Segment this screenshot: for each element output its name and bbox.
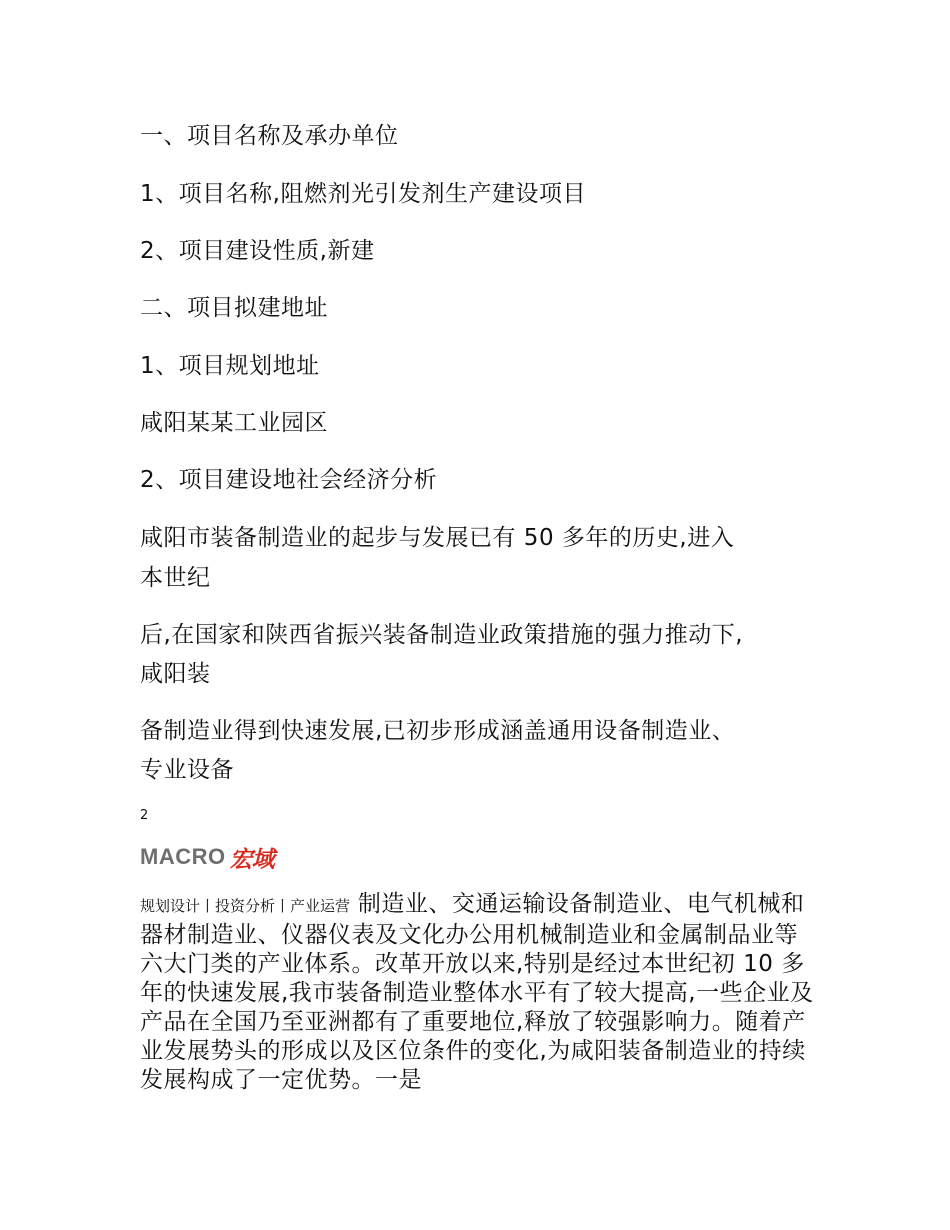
logo-tagline: 规划设计丨投资分析丨产业运营 — [140, 897, 351, 915]
body-line: 备制造业得到快速发展,已初步形成涵盖通用设备制造业、 — [140, 718, 736, 744]
logo-chinese-text: 宏域 — [229, 846, 274, 873]
paragraph-text: 制造业、交通运输设备制造业、电气机械和器材制造业、仪器仪表及文化办公用机械制造业和金属制品业等六大门类的产业体系。改革开放以来,特别是经过本世纪初 10 多年的快速发展,我市装备制造业整体水平有了较大提高,一些企业及产品在全国乃至亚洲都有了重要地位,释放了较强影响力。随着产业发展势头的形成以及区位条件的变化,为咸阳装备制造业的持续发展构成了一定优势。一是 — [140, 891, 814, 1093]
item-socioeconomic-analysis: 2、项目建设地社会经济分析 — [140, 467, 438, 493]
item-project-nature: 2、项目建设性质,新建 — [140, 238, 375, 264]
item-planned-site: 1、项目规划地址 — [140, 353, 320, 379]
logo-latin-text: MACRO — [140, 844, 226, 869]
body-line: 咸阳装 — [140, 661, 211, 687]
body-line: 咸阳市装备制造业的起步与发展已有 50 多年的历史,进入 — [140, 525, 735, 551]
heading-project-site: 二、项目拟建地址 — [140, 295, 328, 321]
macro-logo — [140, 842, 274, 872]
site-name: 咸阳某某工业园区 — [140, 410, 328, 436]
body-line: 本世纪 — [140, 565, 211, 591]
body-line: 后,在国家和陕西省振兴装备制造业政策措施的强力推动下, — [140, 622, 744, 648]
item-project-name: 1、项目名称,阻燃剂光引发剂生产建设项目 — [140, 181, 586, 207]
body-line: 专业设备 — [140, 757, 234, 783]
heading-project-name-unit: 一、项目名称及承办单位 — [140, 123, 399, 149]
page-number: 2 — [140, 808, 149, 823]
body-paragraph — [140, 890, 820, 1095]
